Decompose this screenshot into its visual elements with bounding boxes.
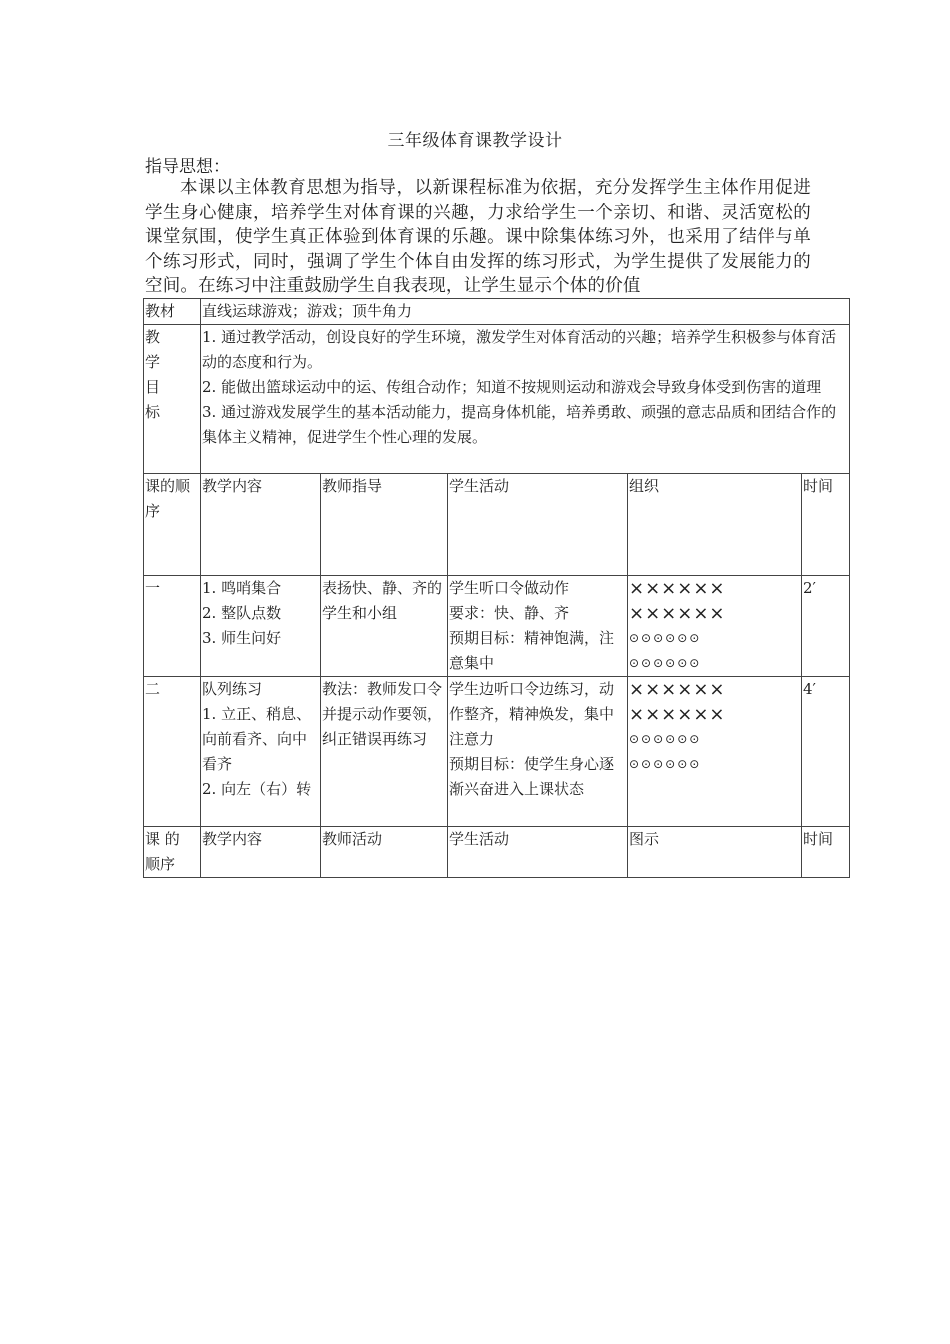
lesson-plan-table: [143, 298, 850, 878]
student-item: 要求：快、静、齐: [449, 604, 570, 622]
formation-line: ⊙⊙⊙⊙⊙⊙: [629, 732, 702, 746]
goal-item: 2. 能做出篮球运动中的运、传组合动作；知道不按规则运动和游戏会导致身体受到伤害的道理: [202, 378, 822, 396]
table-row: [144, 576, 850, 677]
row-order: 一: [144, 576, 201, 677]
header2-student: 学生活动: [448, 827, 628, 878]
document-title: 三年级体育课教学设计: [387, 131, 563, 151]
goals-cell: [201, 325, 850, 474]
header2-order: 课 的 顺序: [144, 827, 201, 878]
row-time: 4′: [802, 677, 850, 827]
row-order: 二: [144, 677, 201, 827]
row-content: [201, 576, 321, 677]
intro-paragraph: 本课以主体教育思想为指导，以新课程标准为依据，充分发挥学生主体作用促进学生身心健康，培养学生对体育课的兴趣，力求给学生一个亲切、和谐、灵活宽松的课堂氛围，使学生真正体验到体育课的乐趣。课中除集体练习外，也采用了结伴与单个练习形式，同时，强调了学生个体自由发挥的练习形式，为学生提供了发展能力的空间。在练习中注重鼓励学生自我表现，让学生显示个体的价值: [145, 178, 811, 296]
row-time: 2′: [802, 576, 850, 677]
goals-row: [144, 325, 850, 474]
header-order: 课的顺序: [144, 474, 201, 576]
goal-item: 1. 通过教学活动，创设良好的学生环境，激发学生对体育活动的兴趣；培养学生积极参与体育活动的态度和行为。: [202, 328, 837, 371]
formation-line: ⊙⊙⊙⊙⊙⊙: [629, 656, 702, 670]
goal-item: 3. 通过游戏发展学生的基本活动能力，提高身体机能，培养勇敢、顽强的意志品质和团结合作的集体主义精神，促进学生个性心理的发展。: [202, 403, 837, 446]
content-item: 2. 向左（右）转: [202, 780, 312, 798]
material-row: [144, 299, 850, 325]
content-item: 1. 立正、稍息、向前看齐、向中看齐: [202, 705, 312, 773]
formation-line: ××××××: [629, 603, 726, 624]
goals-label: 教 学 目 标: [144, 325, 201, 474]
row-student: [448, 576, 628, 677]
student-item: 学生听口令做动作: [449, 579, 570, 597]
content-item: 队列练习: [202, 680, 263, 698]
row-formation: [628, 576, 802, 677]
header-organization: 组织: [628, 474, 802, 576]
header-content: 教学内容: [201, 474, 321, 576]
content-item: 2. 整队点数: [202, 604, 282, 622]
formation-line: ××××××: [629, 679, 726, 700]
header2-teacher: 教师活动: [321, 827, 448, 878]
material-value: 直线运球游戏；游戏；顶牛角力: [201, 299, 850, 325]
header2-diagram: 图示: [628, 827, 802, 878]
student-item: 预期目标：使学生身心逐渐兴奋进入上课状态: [449, 755, 615, 798]
header-row-2: [144, 827, 850, 878]
row-student: [448, 677, 628, 827]
formation-line: ⊙⊙⊙⊙⊙⊙: [629, 757, 702, 771]
row-teacher: 表扬快、静、齐的学生和小组: [321, 576, 448, 677]
material-label: 教材: [144, 299, 201, 325]
table-row: [144, 677, 850, 827]
formation-line: ××××××: [629, 578, 726, 599]
guide-label: 指导思想：: [145, 157, 230, 177]
formation-line: ××××××: [629, 704, 726, 725]
row-formation: [628, 677, 802, 827]
student-item: 学生边听口令边练习，动作整齐，精神焕发，集中注意力: [449, 680, 615, 748]
formation-line: ⊙⊙⊙⊙⊙⊙: [629, 631, 702, 645]
content-item: 1. 鸣哨集合: [202, 579, 282, 597]
row-content: [201, 677, 321, 827]
header2-time: 时间: [802, 827, 850, 878]
content-item: 3. 师生问好: [202, 629, 282, 647]
student-item: 预期目标：精神饱满，注意集中: [449, 629, 615, 672]
row-teacher: 教法：教师发口令并提示动作要领，纠正错误再练习: [321, 677, 448, 827]
header2-content: 教学内容: [201, 827, 321, 878]
header-time: 时间: [802, 474, 850, 576]
header-student: 学生活动: [448, 474, 628, 576]
header-teacher: 教师指导: [321, 474, 448, 576]
header-row-1: [144, 474, 850, 576]
